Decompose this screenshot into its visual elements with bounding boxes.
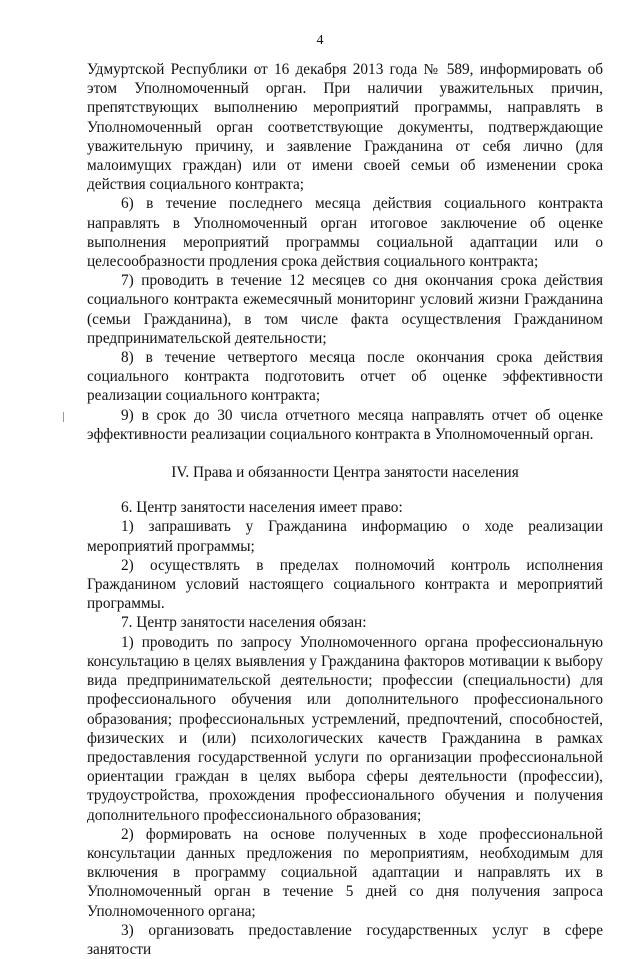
paragraph-item-7: 7) проводить в течение 12 месяцев со дня окончания срока действия социального контракта ежемесячный мониторинг условий жизни Гражданина (семьи Гражданина), в том числе факта осуществления Гражданином предпринимательской деятельности;: [87, 272, 603, 347]
paragraph-rights-intro: 6. Центр занятости населения имеет право:: [121, 499, 403, 517]
paragraph-duty-1: 1) проводить по запросу Уполномоченного органа профессиональную консультацию в целях выявления у Гражданина факторов мотивации к выбору вида предпринимательской деятельности; профессии (специальности) для профессионального обучения или дополнительного профессионального образования; профессиональных устремлений, предпочтений, способностей, физических и (или) психологических качеств Гражданина в рамках предоставления государственной услуги по организации профессиональной ориентации граждан в целях выбора сферы деятельности (профессии), трудоустройства, прохождения профессионального обучения и получения дополнительного профессионального образования;: [87, 633, 603, 824]
paragraph-continuation: Удмуртской Республики от 16 декабря 2013 года № 589, информировать об этом Уполномоченный орган. При наличии уважительных причин, препятствующих выполнению мероприятий программы, направлять в Уполномоченный орган соответствующие документы, подтверждающие уважительную причину, и заявление Гражданина от себя лично (для малоимущих граждан) или от имени своей семьи об изменении срока действия социального контракта;: [87, 61, 603, 194]
document-body: [87, 60, 603, 959]
margin-mark: [63, 412, 64, 422]
paragraph-item-8: 8) в течение четвертого месяца после окончания срока действия социального контракта подготовить отчет об оценке эффективности реализации социального контракта;: [87, 349, 603, 405]
section-heading: IV. Права и обязанности Центра занятости населения: [171, 464, 519, 482]
paragraph-right-2: 2) осуществлять в пределах полномочий контроль исполнения Гражданином условий настоящего социального контракта и мероприятий программы.: [87, 556, 603, 613]
paragraph-item-6: 6) в течение последнего месяца действия социального контракта направлять в Уполномоченный орган итоговое заключение об оценке выполнения мероприятий программы социальной адаптации или о целесообразности продления срока действия социального контракта;: [87, 195, 603, 271]
paragraph-right-1: 1) запрашивать у Гражданина информацию о ходе реализации мероприятий программы;: [87, 518, 603, 555]
page-number: 4: [316, 33, 324, 48]
paragraph-duties-intro: 7. Центр занятости населения обязан:: [121, 614, 367, 632]
paragraph-duty-3: 3) организовать предоставление государственных услуг в сфере занятости: [87, 921, 603, 958]
paragraph-item-9: 9) в срок до 30 числа отчетного месяца направлять отчет об оценке эффективности реализации социального контракта в Уполномоченный орган.: [87, 406, 603, 443]
paragraph-duty-2: 2) формировать на основе полученных в ходе профессиональной консультации данных предложения по мероприятиям, необходимым для включения в программу социальной адаптации и направлять их в Уполномоченный орган в течение 5 дней со дня получения запроса Уполномоченного органа;: [87, 825, 603, 920]
